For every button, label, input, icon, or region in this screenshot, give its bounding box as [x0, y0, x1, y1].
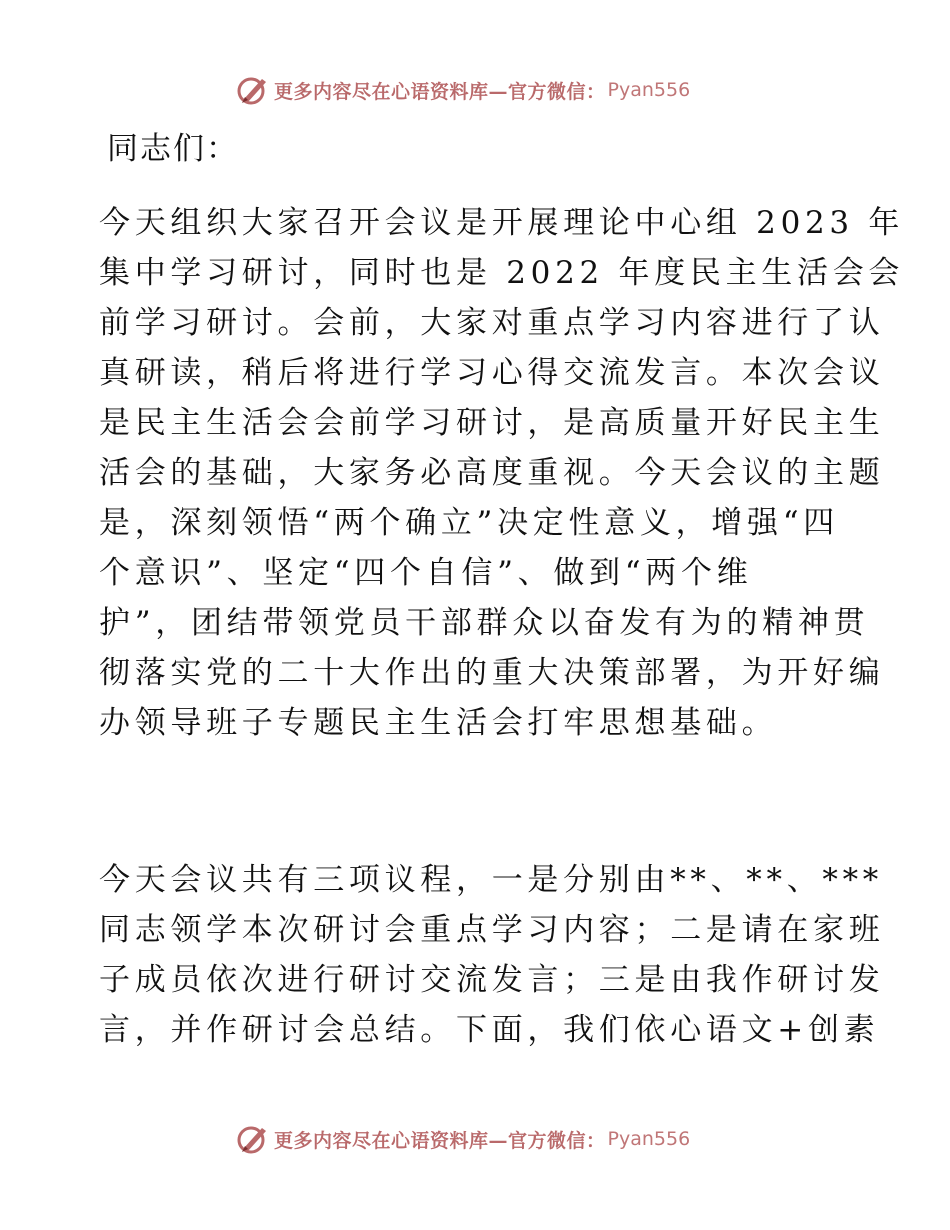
text-line: 是民主生活会会前学习研讨，是高质量开好民主生 — [99, 405, 885, 441]
text-line: 今天组织大家召开会议是开展理论中心组 2023 年 — [99, 205, 905, 241]
text-line: 彻落实党的二十大作出的重大决策部署，为开好编 — [99, 655, 885, 691]
text-line: 前学习研讨。会前，大家对重点学习内容进行了认 — [99, 305, 885, 341]
watermark-handle: Pyan556 — [607, 1128, 691, 1150]
text-line: 护”，团结带领党员干部群众以奋发有为的精神贯 — [99, 605, 870, 641]
text-line: 同志领学本次研讨会重点学习内容；二是请在家班 — [99, 912, 885, 948]
text-line: 是，深刻领悟“两个确立”决定性意义，增强“四 — [99, 505, 839, 541]
watermark-text: 更多内容尽在心语资料库—官方微信： — [274, 80, 606, 103]
text-line: 言，并作研讨会总结。下面，我们依心语文+创素 — [99, 1012, 880, 1048]
paragraph-agenda — [99, 855, 885, 1055]
text-line: 活会的基础，大家务必高度重视。今天会议的主题 — [99, 455, 885, 491]
watermark-header — [236, 73, 690, 107]
pen-logo-icon — [236, 73, 270, 107]
text-line: 办领导班子专题民主生活会打牢思想基础。 — [99, 705, 778, 741]
salutation: 同志们： — [107, 131, 239, 167]
paragraph-opening — [99, 198, 905, 748]
text-line: 今天会议共有三项议程，一是分别由**、**、*** — [99, 862, 883, 898]
watermark-text: 更多内容尽在心语资料库—官方微信： — [274, 1129, 606, 1152]
watermark-handle: Pyan556 — [607, 79, 691, 101]
text-line: 真研读，稍后将进行学习心得交流发言。本次会议 — [99, 355, 885, 391]
pen-logo-icon — [236, 1122, 270, 1156]
text-line: 集中学习研讨，同时也是 2022 年度民主生活会会 — [99, 255, 905, 291]
text-line: 子成员依次进行研讨交流发言；三是由我作研讨发 — [99, 962, 885, 998]
text-line: 个意识”、坚定“四个自信”、做到“两个维 — [99, 555, 753, 591]
watermark-footer — [236, 1122, 690, 1156]
